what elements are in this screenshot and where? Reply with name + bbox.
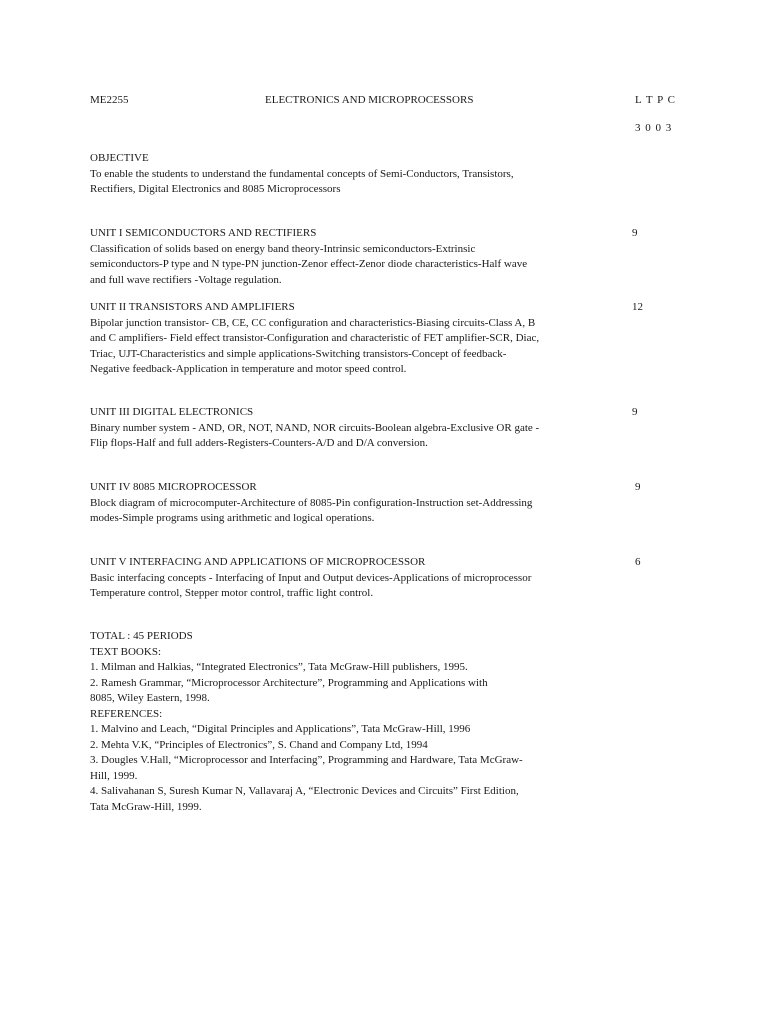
unit-line: Temperature control, Stepper motor control, traffic light control. [90,587,374,599]
unit-line: Binary number system - AND, OR, NOT, NAND, NOR circuits-Boolean algebra-Exclusive OR gate - [90,421,540,434]
unit-section [90,300,570,378]
course-code: ME2255 [90,94,129,106]
unit-section [90,555,570,602]
unit-line: Flip flops-Half and full adders-Registers-Counters-A/D and D/A conversion. [90,437,428,449]
unit-line: and C amplifiers- Field effect transistor-Configuration and characteristic of FET amplifier-SCR, Diac, [90,332,540,344]
references-heading: REFERENCES: [90,707,163,720]
unit-line: Block diagram of microcomputer-Architecture of 8085-Pin configuration-Instruction set-Addressing [90,496,533,509]
ltpc-values: 3 0 0 3 [635,122,673,134]
unit-hours: 9 [632,227,638,239]
reference-line: 4. Salivahanan S, Suresh Kumar N, Vallavaraj A, “Electronic Devices and Circuits” First Edition, [90,785,519,797]
objective-heading: OBJECTIVE [90,152,149,164]
unit-hours: 6 [635,556,641,568]
ltpc-label: L T P C [635,94,676,106]
references-section [90,629,570,815]
unit-line: Triac, UJT-Characteristics and simple applications-Switching transistors-Concept of feedback- [90,347,507,360]
unit-line: Bipolar junction transistor- CB, CE, CC configuration and characteristics-Biasing circuits-Class A, B [90,316,536,329]
total-periods: TOTAL : 45 PERIODS [90,630,193,642]
unit-line: modes-Simple programs using arithmetic and logical operations. [90,512,375,524]
objective-line: Rectifiers, Digital Electronics and 8085 Microprocessors [90,183,341,195]
reference-line: 1. Malvino and Leach, “Digital Principles and Applications”, Tata McGraw-Hill, 1996 [90,723,471,735]
unit-title: UNIT IV 8085 MICROPROCESSOR [90,481,257,493]
reference-line: Tata McGraw-Hill, 1999. [90,800,202,813]
text-books-heading: TEXT BOOKS: [90,645,161,658]
unit-line: Negative feedback-Application in temperature and motor speed control. [90,363,407,375]
reference-line: 2. Mehta V.K, “Principles of Electronics”, S. Chand and Company Ltd, 1994 [90,738,428,751]
reference-line: 8085, Wiley Eastern, 1998. [90,692,210,704]
course-title: ELECTRONICS AND MICROPROCESSORS [265,94,474,106]
objective-section [90,151,570,198]
unit-section [90,226,570,288]
unit-line: Classification of solids based on energy band theory-Intrinsic semiconductors-Extrinsic [90,242,476,255]
reference-line: 3. Dougles V.Hall, “Microprocessor and Interfacing”, Programming and Hardware, Tata McGraw- [90,754,523,766]
unit-hours: 9 [635,481,641,493]
reference-line: Hill, 1999. [90,769,138,782]
reference-line: 1. Milman and Halkias, “Integrated Electronics”, Tata McGraw-Hill publishers, 1995. [90,661,468,673]
unit-title: UNIT I SEMICONDUCTORS AND RECTIFIERS [90,227,317,239]
unit-section [90,480,570,527]
unit-title: UNIT III DIGITAL ELECTRONICS [90,406,254,418]
objective-line: To enable the students to understand the fundamental concepts of Semi-Conductors, Transistors, [90,167,514,180]
reference-line: 2. Ramesh Grammar, “Microprocessor Architecture”, Programming and Applications with [90,676,488,689]
unit-line: Basic interfacing concepts - Interfacing of Input and Output devices-Applications of microprocessor [90,571,532,584]
unit-hours: 9 [632,406,638,418]
unit-hours: 12 [632,301,643,313]
unit-title: UNIT V INTERFACING AND APPLICATIONS OF MICROPROCESSOR [90,556,426,568]
unit-title: UNIT II TRANSISTORS AND AMPLIFIERS [90,301,295,313]
unit-section [90,405,570,452]
unit-line: semiconductors-P type and N type-PN junction-Zenor effect-Zenor diode characteristics-Half wave [90,258,528,270]
unit-line: and full wave rectifiers -Voltage regulation. [90,273,282,286]
